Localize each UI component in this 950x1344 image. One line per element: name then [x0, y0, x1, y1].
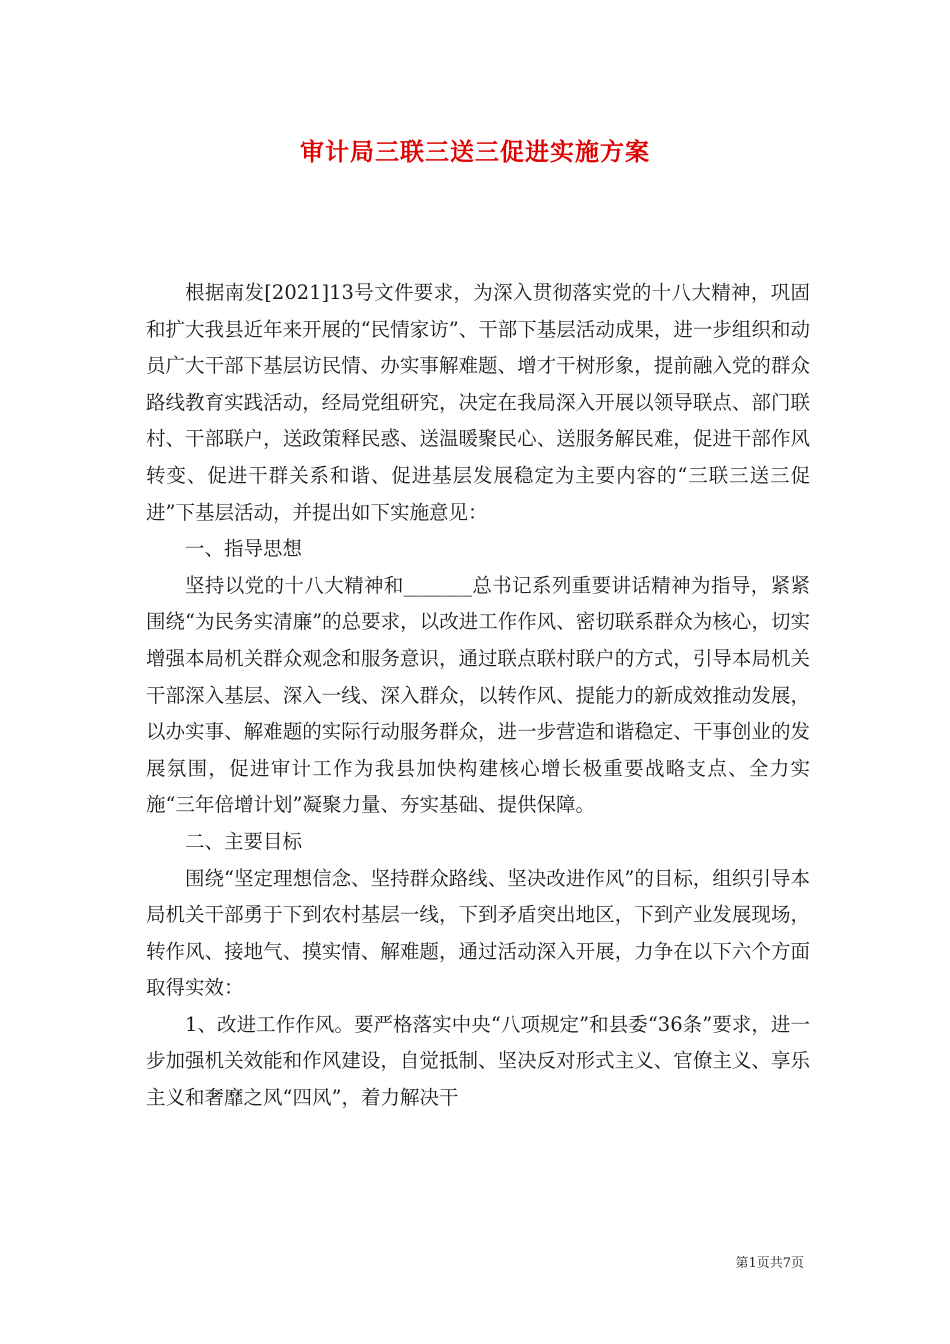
page-number: 第1页共7页: [735, 1256, 804, 1271]
document-title: 审计局三联三送三促进实施方案: [300, 137, 650, 166]
paragraph-intro: 根据南发[2021]13号文件要求，为深入贯彻落实党的十八大精神，巩固和扩大我县近年来开展的“民情家访”、干部下基层活动成果，进一步组织和动员广大干部下基层访民情、办实事解难题、增才干树形象，提前融入党的群众路线教育实践活动，经局党组研究，决定在我局深入开展以领导联点、部门联村、干部联户，送政策释民惑、送温暖聚民心、送服务解民难，促进干部作风转变、促进干群关系和谐、促进基层发展稳定为主要内容的“三联三送三促进”下基层活动，并提出如下实施意见：: [146, 281, 810, 524]
heading-guiding-ideology: 一、指导思想: [185, 537, 303, 561]
paragraph-goal-1: 1、改进工作作风。要严格落实中央“八项规定”和县委“36条”要求，进一步加强机关效能和作风建设，自觉抵制、坚决反对形式主义、官僚主义、享乐主义和奢靡之风“四风”，着力解决干: [146, 1012, 810, 1110]
paragraph-main-goals: 围绕“坚定理想信念、坚持群众路线、坚决改进作风”的目标，组织引导本局机关干部勇于下到农村基层一线，下到矛盾突出地区，下到产业发展现场，转作风、接地气、摸实情、解难题，通过活动深入开展，力争在以下六个方面取得实效：: [146, 866, 810, 1000]
document-body: [146, 275, 810, 1117]
heading-main-goals: 二、主要目标: [185, 829, 303, 853]
paragraph-guiding-ideology: 坚持以党的十八大精神和_______总书记系列重要讲话精神为指导，紧紧围绕“为民务实清廉”的总要求，以改进工作作风、密切联系群众为核心，切实增强本局机关群众观念和服务意识，通过联点联村联户的方式，引导本局机关干部深入基层、深入一线、深入群众，以转作风、提能力的新成效推动发展，以办实事、解难题的实际行动服务群众，进一步营造和谐稳定、干事创业的发展氛围，促进审计工作为我县加快构建核心增长极重要战略支点、全力实施“三年倍增计划”凝聚力量、夯实基础、提供保障。: [146, 573, 810, 817]
